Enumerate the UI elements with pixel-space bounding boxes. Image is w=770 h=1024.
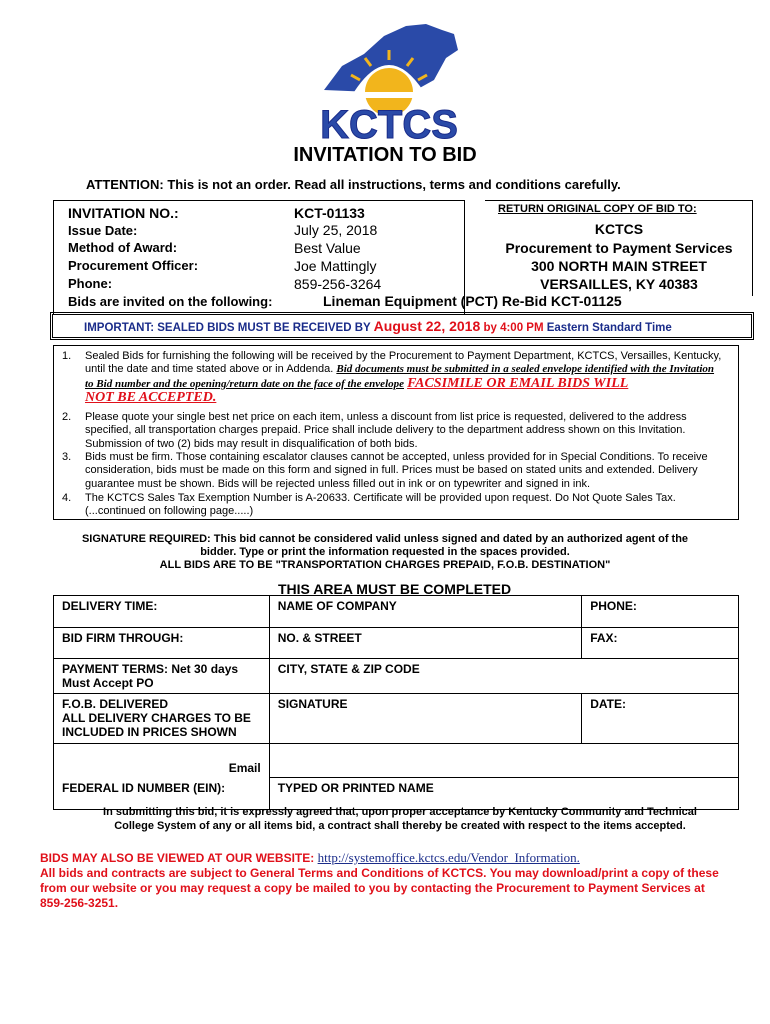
- item-3-text: Bids must be firm. Those containing escalator clauses cannot be accepted, unless provided for in Special Conditions. To receive consideration, bids must be made on this form and signed in full. Prices must be based on stated units and extended. Delivery guarantee must be shown. Bids will be rejected unless filled out in ink or on typewriter and signed in ink.: [85, 451, 708, 490]
- phone-field[interactable]: [582, 596, 739, 628]
- delivery-time-field[interactable]: [54, 596, 270, 628]
- phone-label: Phone:: [68, 276, 113, 291]
- email-label-cell: [54, 744, 270, 778]
- continued-note: (...continued on following page.....): [85, 505, 254, 517]
- item-1-part-c: FACSIMILE OR EMAIL BIDS WILL: [407, 375, 629, 391]
- item-1-text: [85, 350, 725, 405]
- website-link[interactable]: http://systemoffice.kctcs.edu/Vendor_Information.: [317, 850, 580, 865]
- fob-line-3: INCLUDED IN PRICES SHOWN: [62, 725, 237, 739]
- payment-terms-cell: [54, 659, 270, 694]
- item-4-text: The KCTCS Sales Tax Exemption Number is A-20633. Certificate will be provided upon request. Do Not Quote Sales Tax.: [85, 492, 676, 504]
- street-field[interactable]: [269, 628, 581, 659]
- attention-note: ATTENTION: This is not an order. Read all instructions, terms and conditions carefully.: [86, 177, 621, 192]
- email-label: Email: [228, 760, 261, 775]
- item-1-part-d: NOT BE ACCEPTED.: [85, 389, 217, 405]
- bidder-form-table: [53, 595, 739, 810]
- item-2-number: 2.: [62, 411, 72, 423]
- deadline-date: August 22, 2018: [373, 318, 481, 334]
- fax-label: FAX:: [590, 631, 618, 645]
- item-4-number: 4.: [62, 492, 72, 504]
- date-field[interactable]: [582, 694, 739, 744]
- return-line-4: VERSAILLES, KY 40383: [540, 276, 698, 292]
- invitation-no-label: INVITATION NO.:: [68, 205, 179, 221]
- date-label: DATE:: [590, 697, 626, 711]
- company-name-label: NAME OF COMPANY: [277, 599, 397, 613]
- phone-value: 859-256-3264: [294, 276, 382, 292]
- website-text: All bids and contracts are subject to General Terms and Conditions of KCTCS. You may download/print a copy of these from our website or you may request a copy be mailed to you by contacting the Procurement to Payment Services at 859-256-3251.: [40, 866, 719, 910]
- important-deadline: [84, 318, 672, 334]
- invitation-no-value: KCT-01133: [294, 205, 365, 221]
- kctcs-logo: [314, 20, 464, 150]
- city-label: CITY, STATE & ZIP CODE: [277, 662, 420, 676]
- payment-terms-label: PAYMENT TERMS: Net 30 days: [62, 662, 239, 676]
- website-label: BIDS MAY ALSO BE VIEWED AT OUR WEBSITE:: [40, 851, 315, 865]
- delivery-time-label: DELIVERY TIME:: [62, 599, 158, 613]
- agreement-text: [0, 805, 770, 833]
- officer-value: Joe Mattingly: [294, 258, 377, 274]
- item-3-number: 3.: [62, 451, 72, 463]
- return-heading: RETURN ORIGINAL COPY OF BID TO:: [498, 203, 697, 215]
- fob-line-1: F.O.B. DELIVERED: [62, 697, 169, 711]
- fob-cell: [54, 694, 270, 744]
- website-notice: [40, 850, 730, 911]
- form-area-title: THIS AREA MUST BE COMPLETED: [278, 581, 512, 597]
- email-field[interactable]: [269, 744, 738, 778]
- return-line-1: KCTCS: [594, 221, 644, 237]
- signature-field[interactable]: [269, 694, 581, 744]
- item-1-number: 1.: [62, 350, 72, 362]
- bid-subject: Lineman Equipment (PCT) Re-Bid KCT-01125: [323, 293, 622, 309]
- agreement-line-1: In submitting this bid, it is expressly agreed that, upon proper acceptance by Kentucky Community and Technical: [103, 806, 697, 818]
- issue-date-label: Issue Date:: [68, 223, 138, 238]
- fax-field[interactable]: [582, 628, 739, 659]
- logo-text: KCTCS: [320, 103, 458, 147]
- method-value: Best Value: [294, 240, 361, 256]
- must-accept-label: Must Accept PO: [62, 676, 154, 690]
- return-line-2: Procurement to Payment Services: [505, 240, 733, 256]
- item-1-part-b: Bid documents must be submitted in a sealed envelope identified with the Invitation to Bid number and the opening/return date on the face of the envelope: [85, 363, 715, 390]
- bid-firm-label: BID FIRM THROUGH:: [62, 631, 184, 645]
- deadline-time: by 4:00 PM: [480, 322, 544, 334]
- typed-name-label: TYPED OR PRINTED NAME: [277, 781, 434, 795]
- signature-required-line-1: SIGNATURE REQUIRED: This bid cannot be considered valid unless signed and dated by an authorized agent of the: [81, 533, 689, 545]
- company-name-field[interactable]: [269, 596, 581, 628]
- bids-label: Bids are invited on the following:: [68, 294, 273, 309]
- page-title: INVITATION TO BID: [293, 144, 477, 166]
- bid-firm-field[interactable]: [54, 628, 270, 659]
- fob-line-2: ALL DELIVERY CHARGES TO BE: [62, 711, 251, 725]
- form-phone-label: PHONE:: [590, 599, 637, 613]
- signature-required-line-3: ALL BIDS ARE TO BE "TRANSPORTATION CHARGES PREPAID, F.O.B. DESTINATION": [159, 559, 611, 571]
- item-2-text: Please quote your single best net price on each item, unless a discount from list price is requested, delivered to the address specified, all transportation charges prepaid. Price shall include delivery to the department address shown on this Invitation. Submission of two (2) bids may result in disqualification of both bids.: [85, 411, 687, 450]
- issue-date-value: July 25, 2018: [294, 222, 378, 238]
- city-field[interactable]: [269, 659, 738, 694]
- agreement-line-2: College System of any or all items bid, a contract shall thereby be created with respect to the items accepted.: [114, 820, 686, 832]
- important-suffix: Eastern Standard Time: [543, 322, 672, 334]
- return-line-3: 300 NORTH MAIN STREET: [531, 258, 707, 274]
- item-1-part-a: Sealed Bids for furnishing the following will be received by the Procurement to Payment Department, KCTCS, Versailles, Kentucky, until the date and time stated above or in Addenda.: [85, 350, 722, 376]
- signature-required-line-2: bidder. Type or print the information requested in the spaces provided.: [200, 546, 570, 558]
- method-label: Method of Award:: [68, 240, 178, 255]
- officer-label: Procurement Officer:: [68, 258, 199, 273]
- federal-id-label: FEDERAL ID NUMBER (EIN):: [62, 780, 226, 795]
- street-label: NO. & STREET: [277, 631, 362, 645]
- signature-label: SIGNATURE: [277, 697, 348, 711]
- important-prefix: IMPORTANT: SEALED BIDS MUST BE RECEIVED BY: [84, 322, 374, 334]
